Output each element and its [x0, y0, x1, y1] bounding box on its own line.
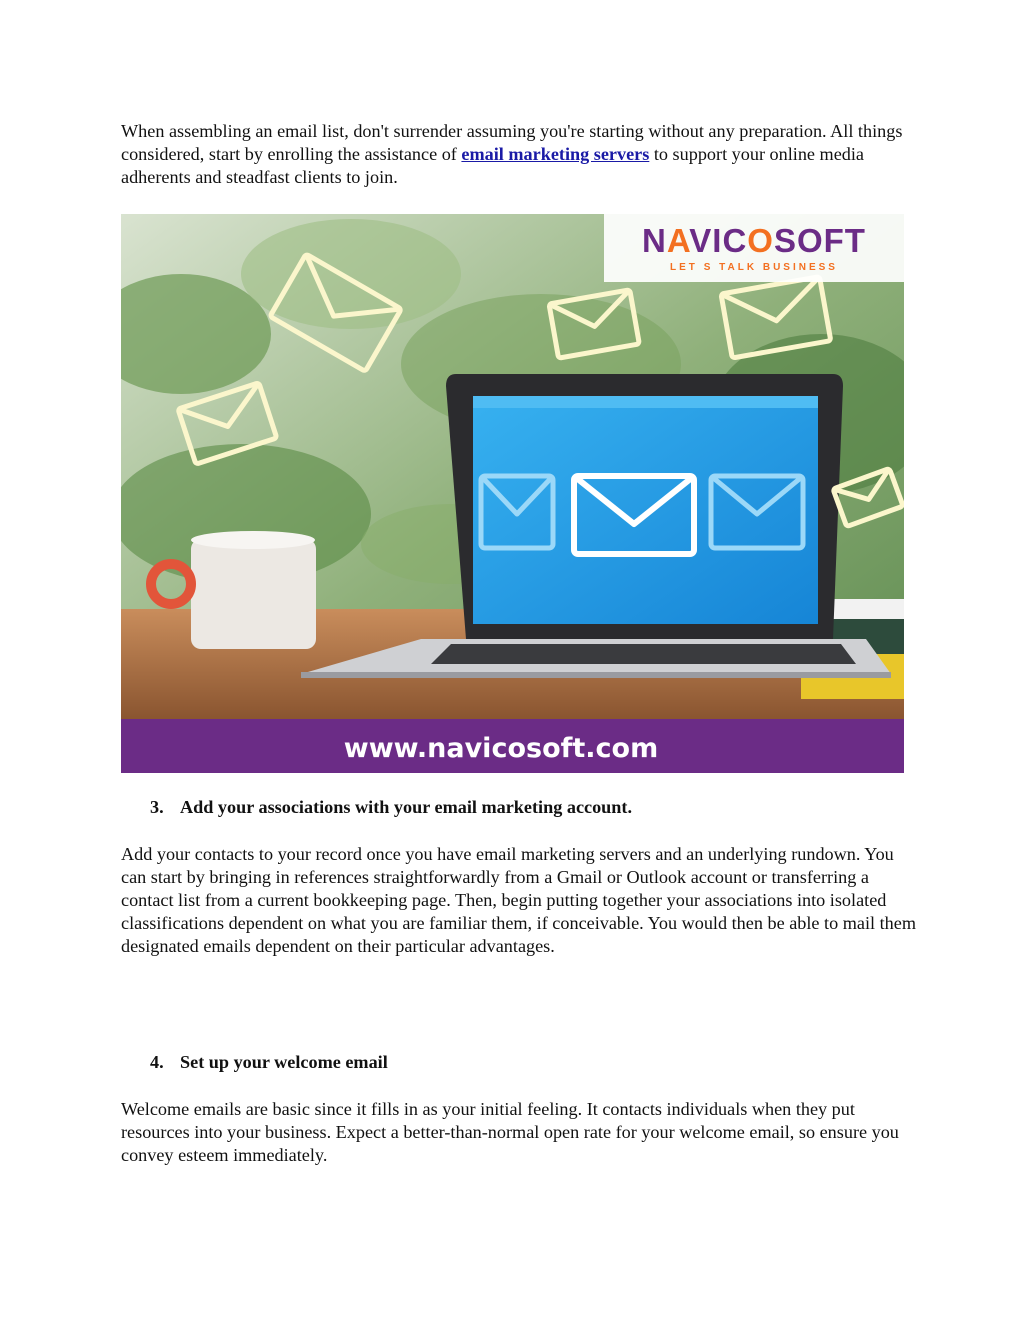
logo-text-a: A [666, 222, 690, 259]
logo-tagline: LET S TALK BUSINESS [670, 262, 838, 273]
hero-image [121, 214, 904, 773]
logo-text-o: O [747, 222, 774, 259]
section-4-title: Set up your welcome email [180, 1052, 388, 1072]
section-3-body: Add your contacts to your record once you have email marketing servers and an underlying rundown. You can start by bringing in references straightforwardly from a Gmail or Outlook account or transferring a contact list from a current bookkeeping page. Then, begin putting together your associations into isolated classifications dependent on what you are familiar them, if conceivable. You would then be able to mail them designated emails dependent on their particular advantages. [121, 844, 916, 957]
intro-text-after: to support your online media adherents and steadfast clients to join. [121, 144, 864, 188]
navicosoft-logo [642, 222, 866, 259]
section-3-title: Add your associations with your email marketing account. [180, 797, 633, 817]
section-4-heading [150, 1052, 388, 1073]
section-3-number: 3. [150, 797, 164, 817]
logo-text-right: SOFT [773, 222, 866, 259]
footer-url: www.navicosoft.com [343, 733, 659, 764]
logo-text-left: N [642, 222, 667, 259]
email-marketing-servers-link[interactable]: email marketing servers [461, 144, 650, 165]
section-3-heading [150, 797, 632, 818]
intro-paragraph [121, 120, 921, 189]
intro-text-before: When assembling an email list, don't surrender assuming you're starting without any preparation. All things considered, start by enrolling the assistance of [121, 121, 903, 165]
section-4-number: 4. [150, 1052, 164, 1072]
section-4-body: Welcome emails are basic since it fills in as your initial feeling. It contacts individuals when they put resources into your business. Expect a better-than-normal open rate for your welcome email, so ensure you convey esteem immediately. [121, 1099, 899, 1166]
logo-text-mid: VIC [689, 222, 748, 259]
